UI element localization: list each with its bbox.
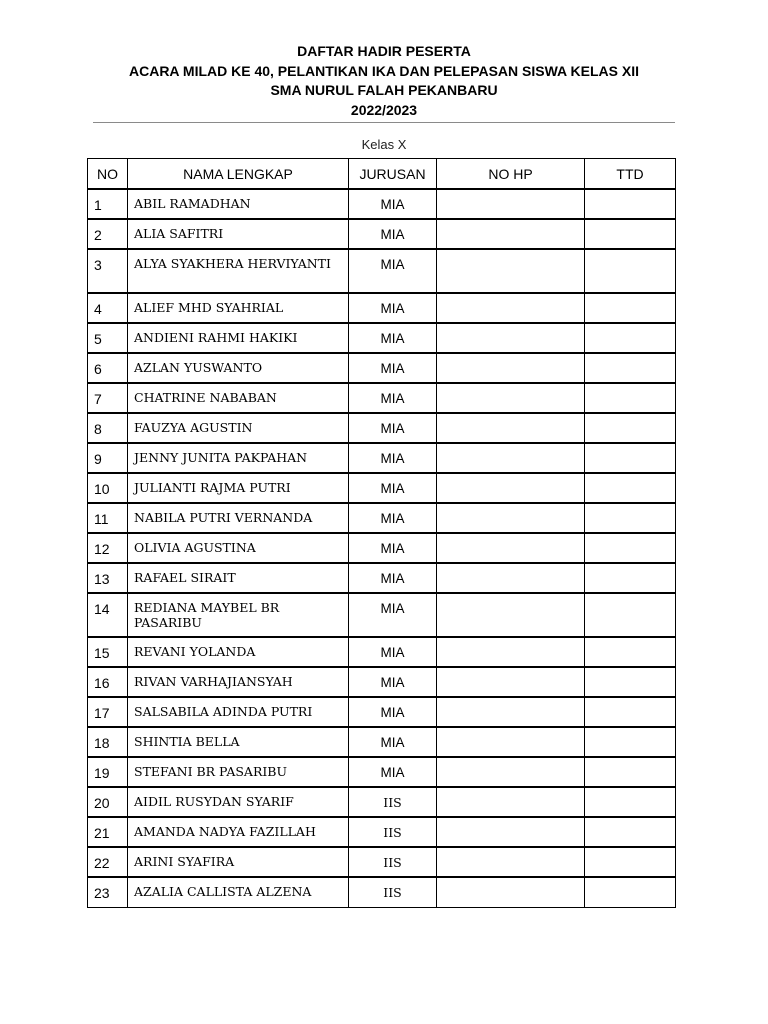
major-cell: MIA: [349, 383, 437, 413]
row-number: 22: [88, 847, 128, 877]
major-cell: MIA: [349, 697, 437, 727]
table-row: [88, 293, 676, 323]
event-title: ACARA MILAD KE 40, PELANTIKAN IKA DAN PELEPASAN SISWA KELAS XII: [128, 63, 639, 79]
signature-cell: [585, 877, 676, 907]
major-cell: MIA: [349, 189, 437, 219]
table-row: [88, 533, 676, 563]
column-header-major: JURUSAN: [349, 159, 437, 190]
table-row: [88, 757, 676, 787]
table-row: [88, 383, 676, 413]
phone-cell: [437, 323, 585, 353]
participant-name: AIDIL RUSYDAN SYARIF: [128, 787, 349, 817]
phone-cell: [437, 563, 585, 593]
participant-name: ANDIENI RAHMI HAKIKI: [128, 323, 349, 353]
signature-cell: [585, 757, 676, 787]
major-cell: IIS: [349, 787, 437, 817]
row-number: 19: [88, 757, 128, 787]
major-cell: MIA: [349, 533, 437, 563]
row-number: 4: [88, 293, 128, 323]
signature-cell: [585, 533, 676, 563]
participant-name: ALIEF MHD SYAHRIAL: [128, 293, 349, 323]
signature-cell: [585, 787, 676, 817]
attendance-table: [87, 158, 676, 908]
participant-name: STEFANI BR PASARIBU: [128, 757, 349, 787]
major-cell: MIA: [349, 727, 437, 757]
table-row: [88, 877, 676, 907]
participant-name: SHINTIA BELLA: [128, 727, 349, 757]
row-number: 15: [88, 637, 128, 667]
table-row: [88, 353, 676, 383]
row-number: 10: [88, 473, 128, 503]
row-number: 8: [88, 413, 128, 443]
table-row: [88, 787, 676, 817]
phone-cell: [437, 503, 585, 533]
major-cell: IIS: [349, 877, 437, 907]
participant-name: ALIA SAFITRI: [128, 219, 349, 249]
signature-cell: [585, 189, 676, 219]
major-cell: MIA: [349, 219, 437, 249]
row-number: 3: [88, 249, 128, 293]
signature-cell: [585, 353, 676, 383]
column-header-signature: TTD: [585, 159, 676, 190]
signature-cell: [585, 219, 676, 249]
phone-cell: [437, 847, 585, 877]
participant-name: RIVAN VARHAJIANSYAH: [128, 667, 349, 697]
column-header-name: NAMA LENGKAP: [128, 159, 349, 190]
signature-cell: [585, 637, 676, 667]
table-header-row: [88, 159, 676, 190]
row-number: 14: [88, 593, 128, 637]
phone-cell: [437, 593, 585, 637]
table-row: [88, 667, 676, 697]
major-cell: MIA: [349, 563, 437, 593]
phone-cell: [437, 533, 585, 563]
major-cell: MIA: [349, 637, 437, 667]
participant-name: REDIANA MAYBEL BR PASARIBU: [128, 593, 349, 637]
table-row: [88, 413, 676, 443]
table-row: [88, 503, 676, 533]
row-number: 17: [88, 697, 128, 727]
phone-cell: [437, 637, 585, 667]
phone-cell: [437, 727, 585, 757]
major-cell: MIA: [349, 667, 437, 697]
participant-name: REVANI YOLANDA: [128, 637, 349, 667]
participant-name: CHATRINE NABABAN: [128, 383, 349, 413]
table-row: [88, 637, 676, 667]
major-cell: MIA: [349, 473, 437, 503]
table-row: [88, 249, 676, 293]
table-row: [88, 219, 676, 249]
table-row: [88, 817, 676, 847]
document-title: DAFTAR HADIR PESERTA: [297, 43, 471, 59]
participant-name: RAFAEL SIRAIT: [128, 563, 349, 593]
signature-cell: [585, 323, 676, 353]
phone-cell: [437, 413, 585, 443]
phone-cell: [437, 757, 585, 787]
row-number: 11: [88, 503, 128, 533]
row-number: 23: [88, 877, 128, 907]
phone-cell: [437, 249, 585, 293]
participant-name: ABIL RAMADHAN: [128, 189, 349, 219]
column-header-no: NO: [88, 159, 128, 190]
phone-cell: [437, 697, 585, 727]
phone-cell: [437, 353, 585, 383]
row-number: 1: [88, 189, 128, 219]
participant-name: NABILA PUTRI VERNANDA: [128, 503, 349, 533]
table-row: [88, 593, 676, 637]
row-number: 20: [88, 787, 128, 817]
major-cell: MIA: [349, 503, 437, 533]
phone-cell: [437, 473, 585, 503]
table-row: [88, 697, 676, 727]
participant-name: AMANDA NADYA FAZILLAH: [128, 817, 349, 847]
major-cell: IIS: [349, 817, 437, 847]
class-label: Kelas X: [361, 137, 407, 152]
row-number: 21: [88, 817, 128, 847]
major-cell: MIA: [349, 593, 437, 637]
participant-name: JULIANTI RAJMA PUTRI: [128, 473, 349, 503]
major-cell: MIA: [349, 443, 437, 473]
signature-cell: [585, 593, 676, 637]
table-row: [88, 563, 676, 593]
table-row: [88, 189, 676, 219]
row-number: 2: [88, 219, 128, 249]
signature-cell: [585, 727, 676, 757]
signature-cell: [585, 443, 676, 473]
table-row: [88, 443, 676, 473]
row-number: 5: [88, 323, 128, 353]
column-header-phone: NO HP: [437, 159, 585, 190]
row-number: 9: [88, 443, 128, 473]
table-row: [88, 323, 676, 353]
row-number: 7: [88, 383, 128, 413]
major-cell: MIA: [349, 353, 437, 383]
signature-cell: [585, 697, 676, 727]
participant-name: OLIVIA AGUSTINA: [128, 533, 349, 563]
major-cell: MIA: [349, 249, 437, 293]
academic-year: 2022/2023: [350, 102, 418, 118]
major-cell: MIA: [349, 293, 437, 323]
phone-cell: [437, 787, 585, 817]
major-cell: IIS: [349, 847, 437, 877]
major-cell: MIA: [349, 757, 437, 787]
row-number: 18: [88, 727, 128, 757]
signature-cell: [585, 473, 676, 503]
phone-cell: [437, 443, 585, 473]
participant-name: ALYA SYAKHERA HERVIYANTI: [128, 249, 349, 293]
participant-name: AZLAN YUSWANTO: [128, 353, 349, 383]
signature-cell: [585, 817, 676, 847]
participant-name: FAUZYA AGUSTIN: [128, 413, 349, 443]
signature-cell: [585, 563, 676, 593]
signature-cell: [585, 503, 676, 533]
signature-cell: [585, 847, 676, 877]
signature-cell: [585, 293, 676, 323]
phone-cell: [437, 219, 585, 249]
participant-name: AZALIA CALLISTA ALZENA: [128, 877, 349, 907]
phone-cell: [437, 189, 585, 219]
signature-cell: [585, 667, 676, 697]
phone-cell: [437, 293, 585, 323]
school-name: SMA NURUL FALAH PEKANBARU: [270, 82, 498, 98]
participant-name: JENNY JUNITA PAKPAHAN: [128, 443, 349, 473]
participant-name: ARINI SYAFIRA: [128, 847, 349, 877]
row-number: 12: [88, 533, 128, 563]
table-body: [88, 189, 676, 907]
major-cell: MIA: [349, 413, 437, 443]
major-cell: MIA: [349, 323, 437, 353]
row-number: 6: [88, 353, 128, 383]
signature-cell: [585, 413, 676, 443]
table-row: [88, 473, 676, 503]
phone-cell: [437, 383, 585, 413]
header-divider: [93, 122, 675, 123]
signature-cell: [585, 383, 676, 413]
signature-cell: [585, 249, 676, 293]
phone-cell: [437, 667, 585, 697]
table-row: [88, 847, 676, 877]
phone-cell: [437, 817, 585, 847]
table-row: [88, 727, 676, 757]
row-number: 16: [88, 667, 128, 697]
row-number: 13: [88, 563, 128, 593]
phone-cell: [437, 877, 585, 907]
participant-name: SALSABILA ADINDA PUTRI: [128, 697, 349, 727]
